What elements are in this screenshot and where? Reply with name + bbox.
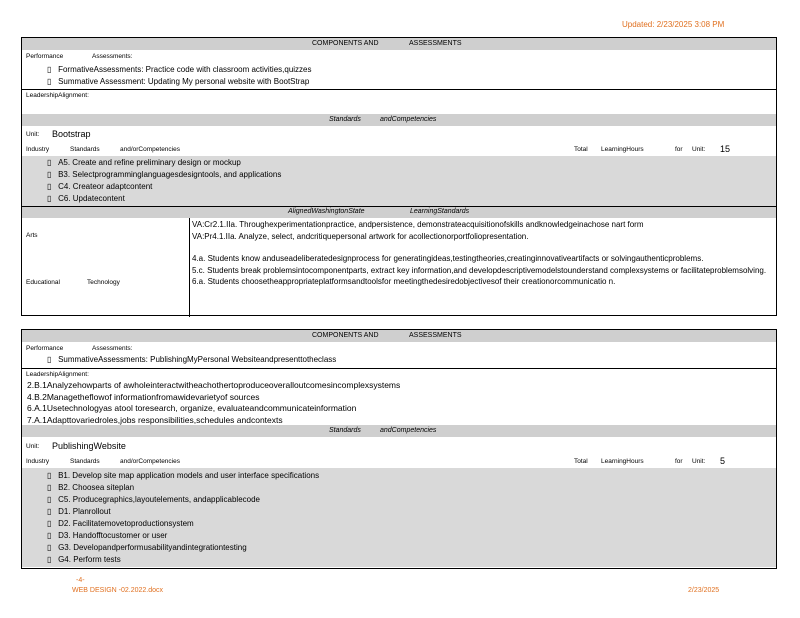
arts-standards <box>192 219 772 242</box>
unit-row <box>22 126 776 143</box>
list-item: ▯ C5. Producegraphics,layoutelements, andapplicablecode <box>47 495 260 504</box>
performance-assessments <box>22 342 776 368</box>
unit-name: PublishingWebsite <box>52 441 126 451</box>
list-item: 2.B.1Analyzehowparts of awholeinteractwitheachothertoproduceoveralloutcomesincomplexsystems <box>27 380 401 390</box>
educational-label: Educational <box>26 279 60 286</box>
column-divider <box>189 218 190 317</box>
edtech-standard: 4.a. Students know anduseadeliberatedesignprocess for generatingideas,testingtheories,creatinginnovativeartifacts or solvingauthenticproblems. <box>192 254 704 263</box>
list-item: ▯ C6. Updatecontent <box>47 194 125 203</box>
list-item: ▯ B3. Selectprogramminglanguagesdesigntools, and applications <box>47 170 282 179</box>
assessments-label: Assessments: <box>92 345 133 352</box>
for-label: for <box>675 458 683 465</box>
bar-label: LearningStandards <box>410 208 470 215</box>
competency-list <box>22 156 776 206</box>
list-item: 7.A.1Adapttovariedroles,jobs responsibilities,schedules andcontexts <box>27 414 283 425</box>
for-label: for <box>675 146 683 153</box>
industry-label: Industry <box>26 146 50 153</box>
learning-hours-label: LearningHours <box>601 458 644 465</box>
arts-standard: VA:Pr4.1.IIa. Analyze, select, andcritiquepersonal artwork for acollectionorportfoliopresentation. <box>192 231 529 241</box>
total-label: Total <box>574 458 588 465</box>
footer-date: 2/23/2025 <box>688 587 720 594</box>
list-item: ▯ G4. Perform tests <box>47 555 121 564</box>
standards-label: Standards <box>70 458 100 465</box>
list-item: ▯ B1. Develop site map application models and user interface specifications <box>47 471 320 480</box>
edtech-standard: 5.c. Students break problemsintocomponentparts, extract key information,and developdescriptivemodelstounderstand complexsystems or facilitateproblemsolving. <box>192 265 767 275</box>
unit-label: Unit: <box>692 458 706 465</box>
learning-hours-label: LearningHours <box>601 146 644 153</box>
bar-label: ASSESSMENTS <box>409 40 462 47</box>
list-item: ▯ D2. Facilitatemovetoproductionsystem <box>47 519 194 528</box>
industry-row <box>22 455 776 468</box>
bar-label: COMPONENTS AND <box>312 332 379 339</box>
bar-label: COMPONENTS AND <box>312 40 379 47</box>
page-number: -4- <box>76 577 85 584</box>
updated-timestamp: Updated: 2/23/2025 3:08 PM <box>622 20 725 29</box>
components-bar <box>22 38 776 50</box>
aligned-standards-table <box>22 218 776 317</box>
list-item: ▯ D3. Handofftocustomer or user <box>47 531 168 540</box>
hours-value: 5 <box>720 456 726 466</box>
assessments-label: Assessments: <box>92 53 133 60</box>
performance-label: Performance <box>26 345 64 352</box>
industry-row <box>22 143 776 156</box>
standards-competencies-section-1 <box>21 114 777 316</box>
arts-label: Arts <box>26 232 38 239</box>
document-name: WEB DESIGN -02.2022.docx <box>72 587 164 594</box>
standards-label: Standards <box>70 146 100 153</box>
bar-label: Standards <box>329 116 361 123</box>
bar-label: ASSESSMENTS <box>409 332 462 339</box>
list-item: ▯ G3. Developandperformusabilityandintegrationtesting <box>47 543 247 552</box>
list-item: ▯ A5. Create and refine preliminary design or mockup <box>47 158 241 167</box>
edtech-standards <box>192 253 772 288</box>
bar-label: andCompetencies <box>380 427 437 434</box>
bar-label: Standards <box>329 427 361 434</box>
edtech-standard: 6.a. Students choosetheappropriateplatformsandtoolsfor meetingthedesiredobjectivesof their creationorcommunicatio n. <box>192 277 616 286</box>
standards-competencies-section-2 <box>21 425 777 569</box>
leadership-alignment <box>22 368 776 425</box>
leadership-label: LeadershipAlignment: <box>26 371 89 378</box>
performance-label: Performance <box>26 53 64 60</box>
list-item: 6.A.1Usetechnologyas atool toresearch, organize, evaluateandcommunicateinformation <box>27 403 357 413</box>
components-bar <box>22 330 776 342</box>
unit-name: Bootstrap <box>52 129 91 139</box>
leadership-alignment <box>22 89 776 114</box>
list-item: ▯ D1. Planrollout <box>47 507 111 516</box>
competencies-label: and/orCompetencies <box>120 458 180 465</box>
performance-assessments <box>22 50 776 89</box>
list-item: ▯ Summative Assessment: Updating My personal website with BootStrap <box>47 77 310 86</box>
arts-standard: VA:Cr2.1.IIa. Throughexperimentationpractice, andpersistence, demonstrateacquisitionofskills andknowledgeinachose nart form <box>192 220 644 229</box>
list-item: ▯ B2. Chooseа siteplan <box>47 483 135 492</box>
unit-label: Unit: <box>26 131 40 138</box>
standards-bar <box>22 425 776 437</box>
total-label: Total <box>574 146 588 153</box>
industry-label: Industry <box>26 458 50 465</box>
leadership-items <box>27 380 400 426</box>
list-item: 4.B.2Managetheflowof informationfromawidevarietyof sources <box>27 391 260 402</box>
competency-list <box>22 468 776 567</box>
list-item: ▯ SummativeAssessments: PublishingMyPersonal Websiteandpresenttotheclass <box>47 355 337 364</box>
list-item: ▯ C4. Createor adaptcontent <box>47 182 153 191</box>
unit-label: Unit: <box>692 146 706 153</box>
hours-value: 15 <box>720 144 731 154</box>
standards-bar <box>22 114 776 126</box>
list-item: ▯ FormativeAssessments: Practice code with classroom activities,quizzes <box>47 65 312 74</box>
unit-label: Unit: <box>26 443 40 450</box>
bar-label: AlignedWashingtonState <box>288 208 365 215</box>
leadership-label: LeadershipAlignment: <box>26 92 89 99</box>
components-assessments-section-1 <box>21 37 777 115</box>
unit-row <box>22 437 776 455</box>
aligned-standards-bar <box>22 206 776 218</box>
competencies-label: and/orCompetencies <box>120 146 180 153</box>
technology-label: Technology <box>87 279 120 286</box>
components-assessments-section-2 <box>21 329 777 426</box>
bar-label: andCompetencies <box>380 116 437 123</box>
